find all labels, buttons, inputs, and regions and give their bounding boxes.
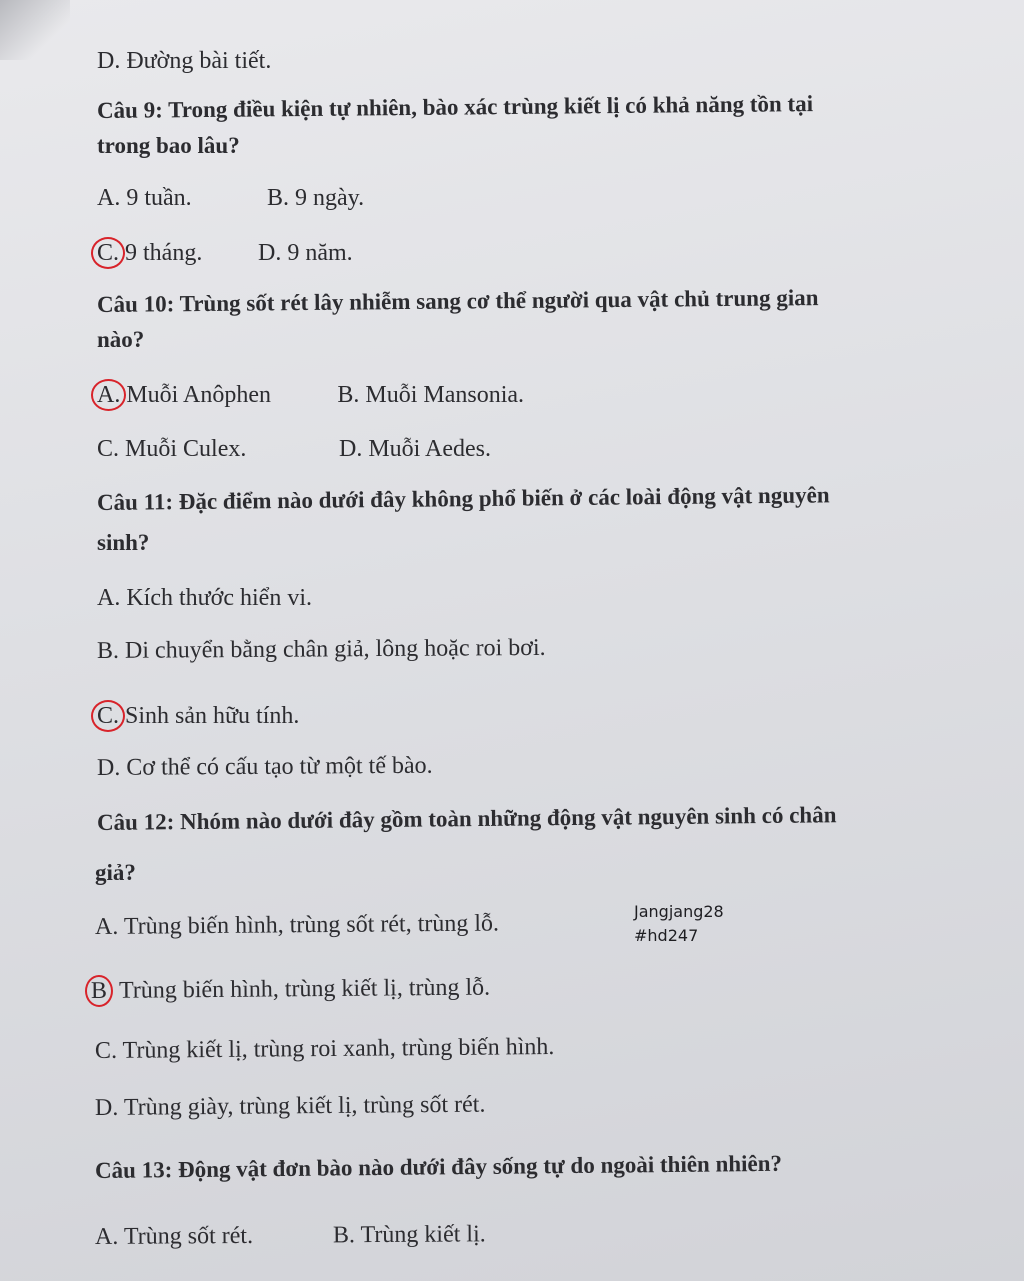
q12-question-cont: giả? [95, 860, 136, 885]
q10-options-row1 [97, 379, 524, 411]
q10-option-c: C. Muỗi Culex. [97, 436, 247, 462]
q11-answer-circle: C. [91, 700, 125, 732]
q12-question: Câu 12: Nhóm nào dưới đây gồm toàn những động vật nguyên sinh có chân [96, 802, 837, 835]
q10-option-a: Muỗi Anôphen [126, 382, 272, 408]
q13-option-b: B. Trùng kiết lị. [332, 1221, 486, 1249]
q13-options-row1 [95, 1221, 486, 1251]
q9-options-row1 [97, 185, 364, 212]
watermark-user: Jangjang28 [634, 902, 724, 921]
q12-option-b: Trùng biến hình, trùng kiết lị, trùng lỗ. [118, 974, 491, 1004]
q12-option-a: A. Trùng biến hình, trùng sốt rét, trùng lỗ. [94, 910, 500, 940]
q10-option-d: D. Muỗi Aedes. [339, 436, 491, 462]
q9-option-d: D. 9 năm. [258, 240, 353, 266]
watermark-tag: #hd247 [634, 926, 699, 945]
q12-option-c: C. Trùng kiết lị, trùng roi xanh, trùng biến hình. [94, 1033, 555, 1064]
q10-question: Câu 10: Trùng sốt rét lây nhiễm sang cơ thể người qua vật chủ trung gian [96, 285, 819, 317]
q11-question-cont: sinh? [97, 530, 150, 555]
q13-option-a: A. Trùng sốt rét. [94, 1222, 254, 1250]
q11-options-row-c [97, 700, 299, 732]
q13-question: Câu 13: Động vật đơn bào nào dưới đây sống tự do ngoài thiên nhiên? [94, 1150, 783, 1183]
q9-option-b: B. 9 ngày. [267, 185, 365, 211]
q8-option-d: D. Đường bài tiết. [97, 48, 272, 74]
q12-options-row-b [90, 972, 491, 1007]
q10-options-row2 [97, 436, 491, 463]
q10-answer-circle: A. [91, 379, 126, 411]
q11-option-d: D. Cơ thể có cấu tạo từ một tế bào. [96, 752, 433, 781]
q9-answer-circle: C. [91, 237, 125, 269]
q11-question: Câu 11: Đặc điểm nào dưới đây không phổ biến ở các loài động vật nguyên [96, 482, 830, 515]
q12-answer-circle: B [85, 975, 113, 1007]
watermark [634, 900, 724, 948]
q11-option-a: A. Kích thước hiển vi. [97, 585, 312, 611]
q10-option-b: B. Muỗi Mansonia. [337, 382, 525, 408]
q9-option-a: A. 9 tuần. [97, 185, 192, 211]
page-shadow [0, 0, 70, 60]
q11-option-b: B. Di chuyển bằng chân giả, lông hoặc roi bơi. [96, 634, 546, 664]
q9-question: Câu 9: Trong điều kiện tự nhiên, bào xác trùng kiết lị có khả năng tồn tại [96, 91, 814, 123]
q9-options-row2 [97, 237, 353, 269]
q9-question-cont: trong bao lâu? [97, 133, 240, 158]
q12-option-d: D. Trùng giày, trùng kiết lị, trùng sốt rét. [94, 1091, 486, 1121]
q11-option-c: Sinh sản hữu tính. [125, 703, 300, 729]
q9-option-c: 9 tháng. [125, 240, 203, 266]
q10-question-cont: nào? [97, 327, 145, 352]
